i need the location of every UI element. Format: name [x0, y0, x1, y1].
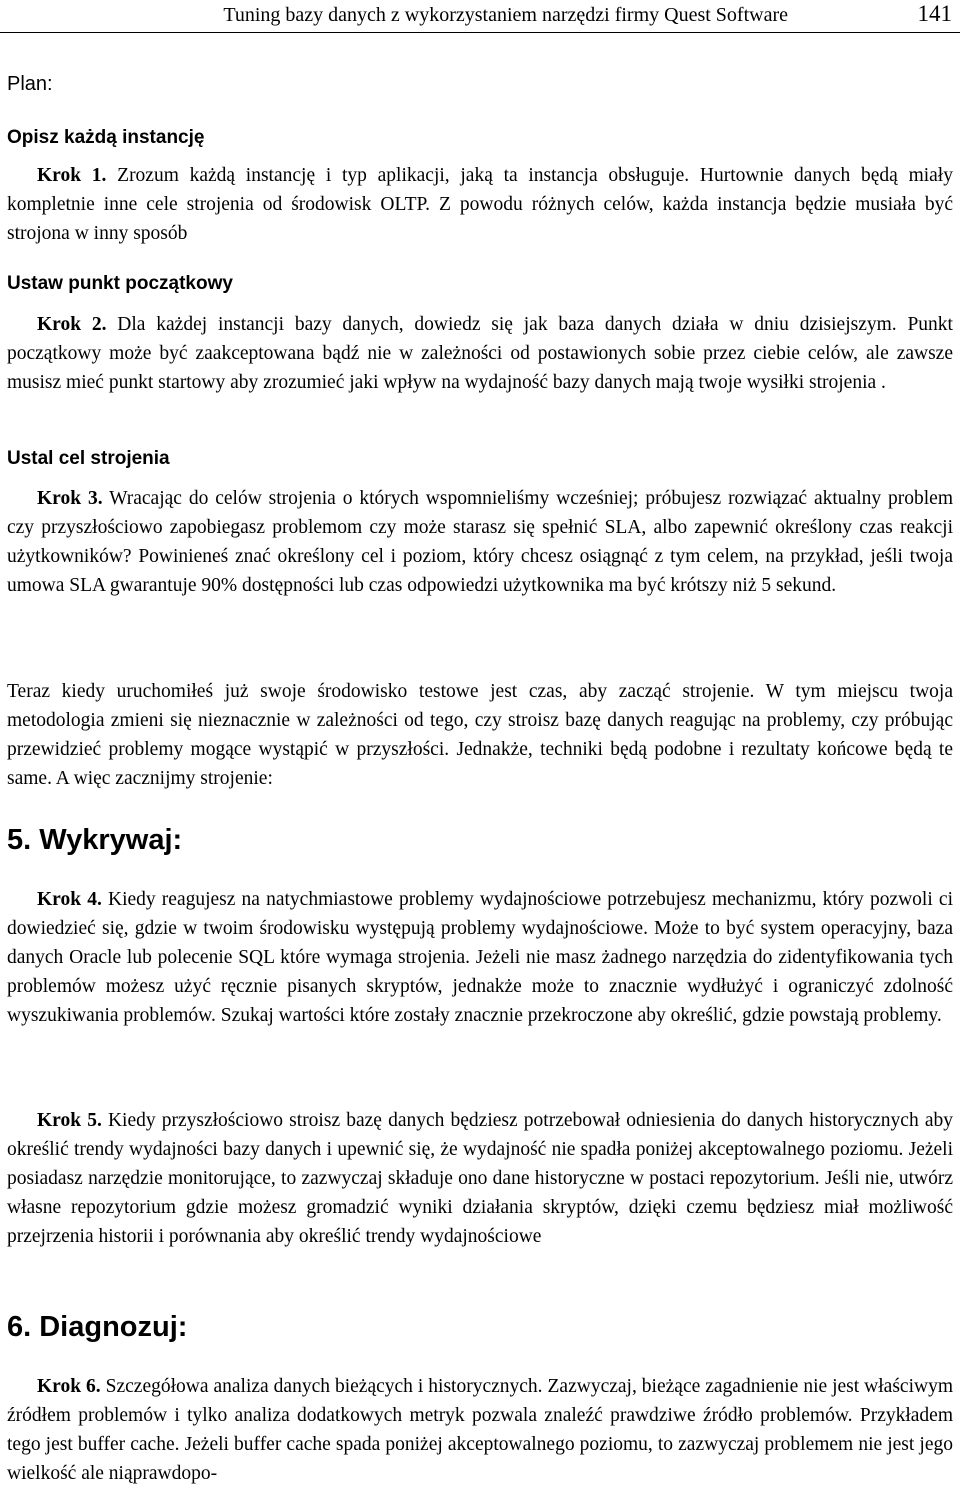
step-label: Krok 3. [37, 488, 103, 509]
step-text: Dla każdej instancji bazy danych, dowiedz się jak baza danych działa w dniu dzisiejszym. Punkt początkowy może być zaakceptowana bądź nie w zależności od postawionych sobie przez ciebie celów, ale zawsze musisz mieć punkt startowy aby zrozumieć jaki wpływ na wydajność bazy danych mają twoje wysiłki strojenia . [7, 314, 953, 393]
paragraph-krok-6 [7, 1372, 953, 1488]
step-label: Krok 2. [37, 314, 107, 335]
section-heading-wykrywaj: 5. Wykrywaj: [7, 824, 183, 856]
header-title: Tuning bazy danych z wykorzystaniem narzędzi firmy Quest Software [223, 4, 788, 26]
paragraph-krok-1 [7, 161, 953, 248]
step-label: Krok 6. [37, 1376, 101, 1397]
paragraph-intro: Teraz kiedy uruchomiłeś już swoje środowisko testowe jest czas, aby zacząć strojenie. W tym miejscu twoja metodologia zmieni się nieznacznie w zależności od tego, czy stroisz bazę danych reagując na problemy, czy próbując przewidzieć problemy mogące wystąpić w przyszłości. Jednakże, techniki będą podobne i rezultaty końcowe będą te same. A więc zacznijmy strojenie: [7, 681, 953, 789]
paragraph-krok-2 [7, 310, 953, 397]
paragraph-krok-3 [7, 484, 953, 600]
section-heading-diagnozuj: 6. Diagnozuj: [7, 1311, 188, 1343]
section-heading-opisz: Opisz każdą instancję [7, 127, 205, 148]
step-label: Krok 5. [37, 1110, 102, 1131]
plan-label: Plan: [7, 73, 53, 95]
step-label: Krok 1. [37, 165, 107, 186]
step-text: Zrozum każdą instancję i typ aplikacji, jaką ta instancja obsługuje. Hurtownie danych będą miały kompletnie inne cele strojenia od środowisk OLTP. Z powodu różnych celów, każda instancja będzie musiała być strojona w inny sposób [7, 165, 953, 244]
page-number: 141 [917, 1, 952, 26]
step-text: Kiedy reagujesz na natychmiastowe problemy wydajnościowe potrzebujesz mechanizmu, który pozwoli ci dowiedzieć się, gdzie w twoim środowisku występują problemy wydajnościowe. Może to być system operacyjny, baza danych Oracle lub polecenie SQL które wymaga strojenia. Jeżeli nie masz żadnego narzędzia do zidentyfikowania tych problemów możesz użyć ręcznie pisanych skryptów, jednakże może to znacznie wydłużyć i ograniczyć zdolność wyszukiwania problemów. Szukaj wartości które zostały znacznie przekroczone aby określić, gdzie powstają problemy. [7, 889, 953, 1026]
running-header [0, 0, 960, 33]
section-heading-ustal: Ustal cel strojenia [7, 448, 170, 469]
step-label: Krok 4. [37, 889, 102, 910]
paragraph-krok-5 [7, 1106, 953, 1251]
section-heading-ustaw: Ustaw punkt początkowy [7, 273, 233, 294]
step-text: Kiedy przyszłościowo stroisz bazę danych będziesz potrzebował odniesienia do danych historycznych aby określić trendy wydajności bazy danych i upewnić się, że wydajność nie spadła poniżej akceptowalnego poziomu. Jeżeli posiadasz narzędzie monitorujące, to zazwyczaj składuje ono dane historyczne w postaci repozytorium. Jeśli nie, utwórz własne repozytorium gdzie możesz gromadzić wyniki działania skryptów, dzięki czemu będziesz miał możliwość przejrzenia historii i porównania aby określić trendy wydajnościowe [7, 1110, 953, 1247]
step-text: Szczegółowa analiza danych bieżących i historycznych. Zazwyczaj, bieżące zagadnienie nie jest właściwym źródłem problemów i tylko analiza dodatkowych metryk pozwala znaleźć prawdziwe źródło problemów. Przykładem tego jest buffer cache. Jeżeli buffer cache spada poniżej akceptowalnego poziomu, to zazwyczaj problemem nie jest jego wielkość ale niąprawdopo- [7, 1376, 953, 1484]
paragraph-krok-4 [7, 885, 953, 1030]
step-text: Wracając do celów strojenia o których wspomnieliśmy wcześniej; próbujesz rozwiązać aktualny problem czy przyszłościowo zapobiegasz problemom czy może starasz się spełnić SLA, albo zapewnić określony czas reakcji użytkowników? Powinieneś znać określony cel i poziom, który chcesz osiągnąć z tym celem, na przykład, jeśli twoja umowa SLA gwarantuje 90% dostępności lub czas odpowiedzi użytkownika ma być krótszy niż 5 sekund. [7, 488, 953, 596]
